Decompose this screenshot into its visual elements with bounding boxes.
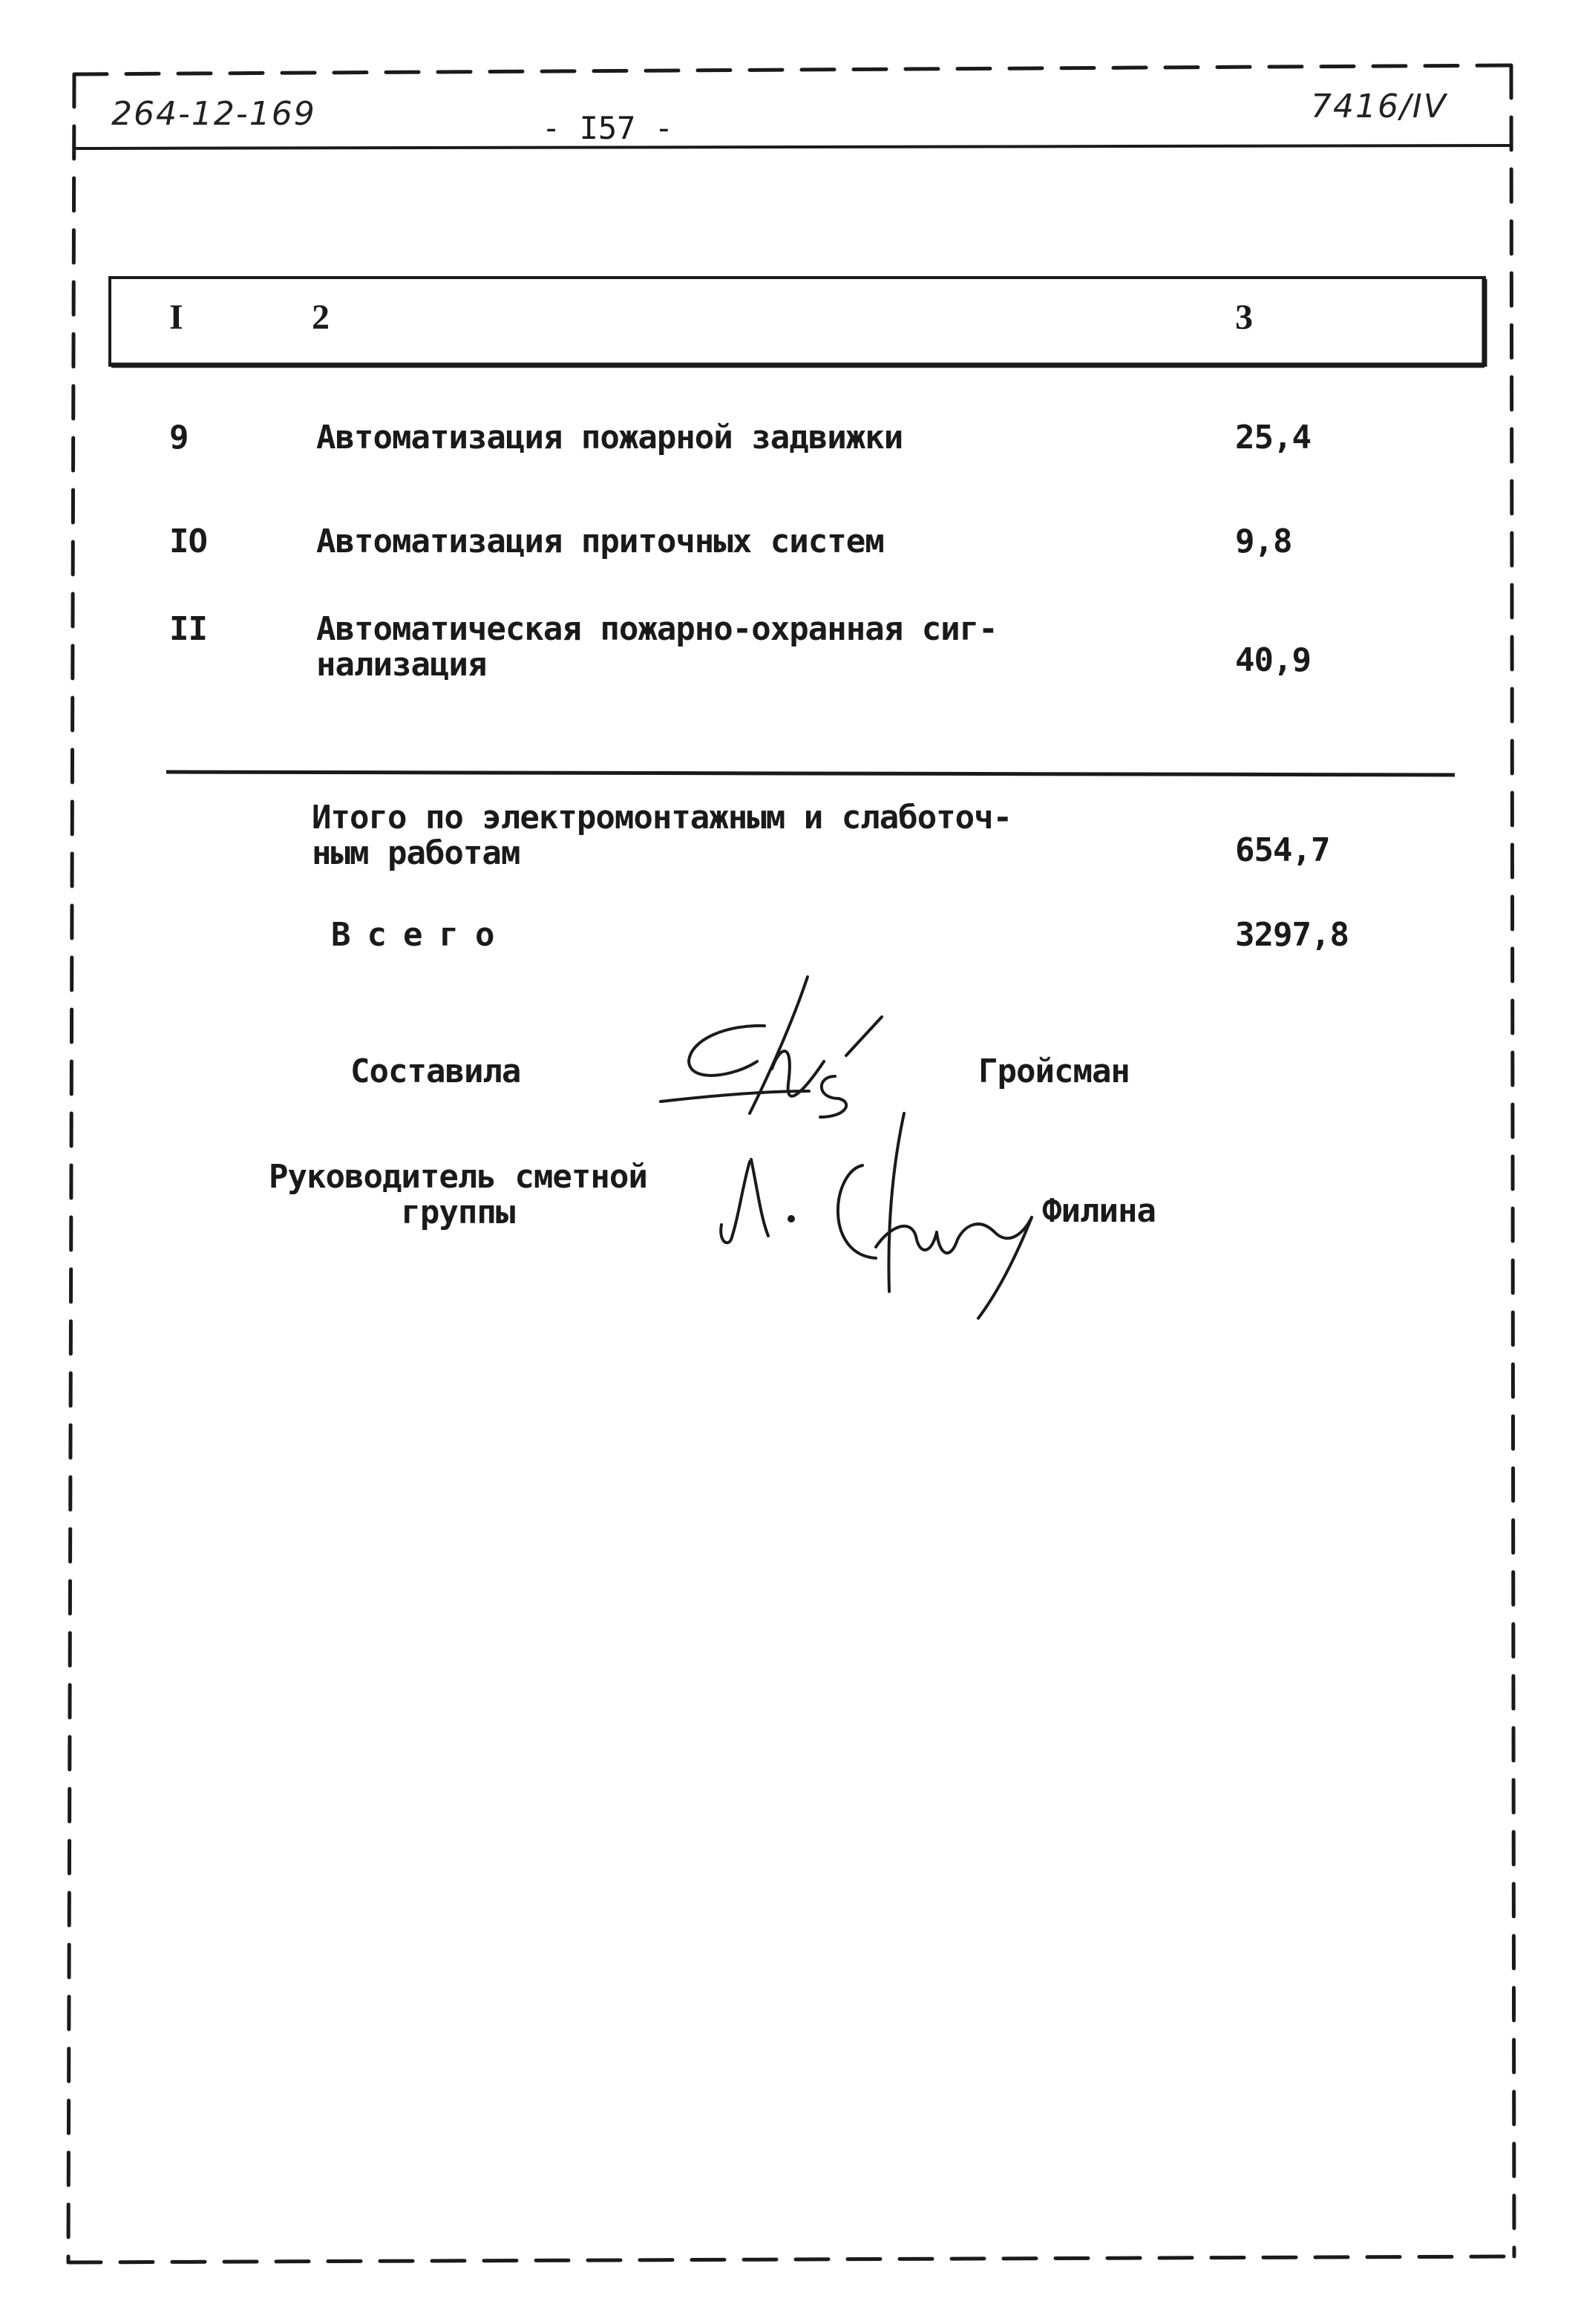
row-name: Автоматизация пожарной задвижки — [316, 419, 903, 456]
signature-filina — [721, 1113, 1032, 1318]
group-head-label: Руководитель сметной группы — [269, 1158, 647, 1231]
row-value: 25,4 — [1235, 419, 1311, 456]
column-header-3: 3 — [1235, 298, 1253, 337]
page-number: - I57 - — [542, 110, 674, 146]
row-number: 9 — [169, 419, 189, 456]
totals-rule — [166, 772, 1455, 775]
subtotal-label: Итого по электромонтажным и слаботоч- ным работам — [312, 799, 1012, 872]
row-number: IO — [169, 523, 207, 560]
column-header-2: 2 — [312, 298, 330, 337]
grand-total-value: 3297,8 — [1235, 916, 1349, 954]
row-value: 40,9 — [1235, 641, 1311, 679]
row-value: 9,8 — [1235, 523, 1292, 560]
row-name: Автоматизация приточных систем — [316, 523, 884, 560]
signature-groysman — [661, 977, 882, 1117]
inventory-code: 7416/IV — [1311, 88, 1447, 125]
compiled-by-name: Гройсман — [978, 1053, 1130, 1090]
header-rule — [74, 145, 1511, 148]
grand-total-label: Всего — [331, 916, 511, 954]
subtotal-value: 654,7 — [1235, 831, 1330, 869]
row-name: Автоматическая пожарно-охранная сиг- нализация — [316, 610, 998, 684]
column-header-1: I — [169, 298, 183, 337]
compiled-by-label: Составила — [350, 1053, 521, 1090]
row-number: II — [169, 610, 207, 648]
doc-code: 264-12-169 — [111, 95, 316, 133]
group-head-name: Филина — [1042, 1192, 1156, 1230]
